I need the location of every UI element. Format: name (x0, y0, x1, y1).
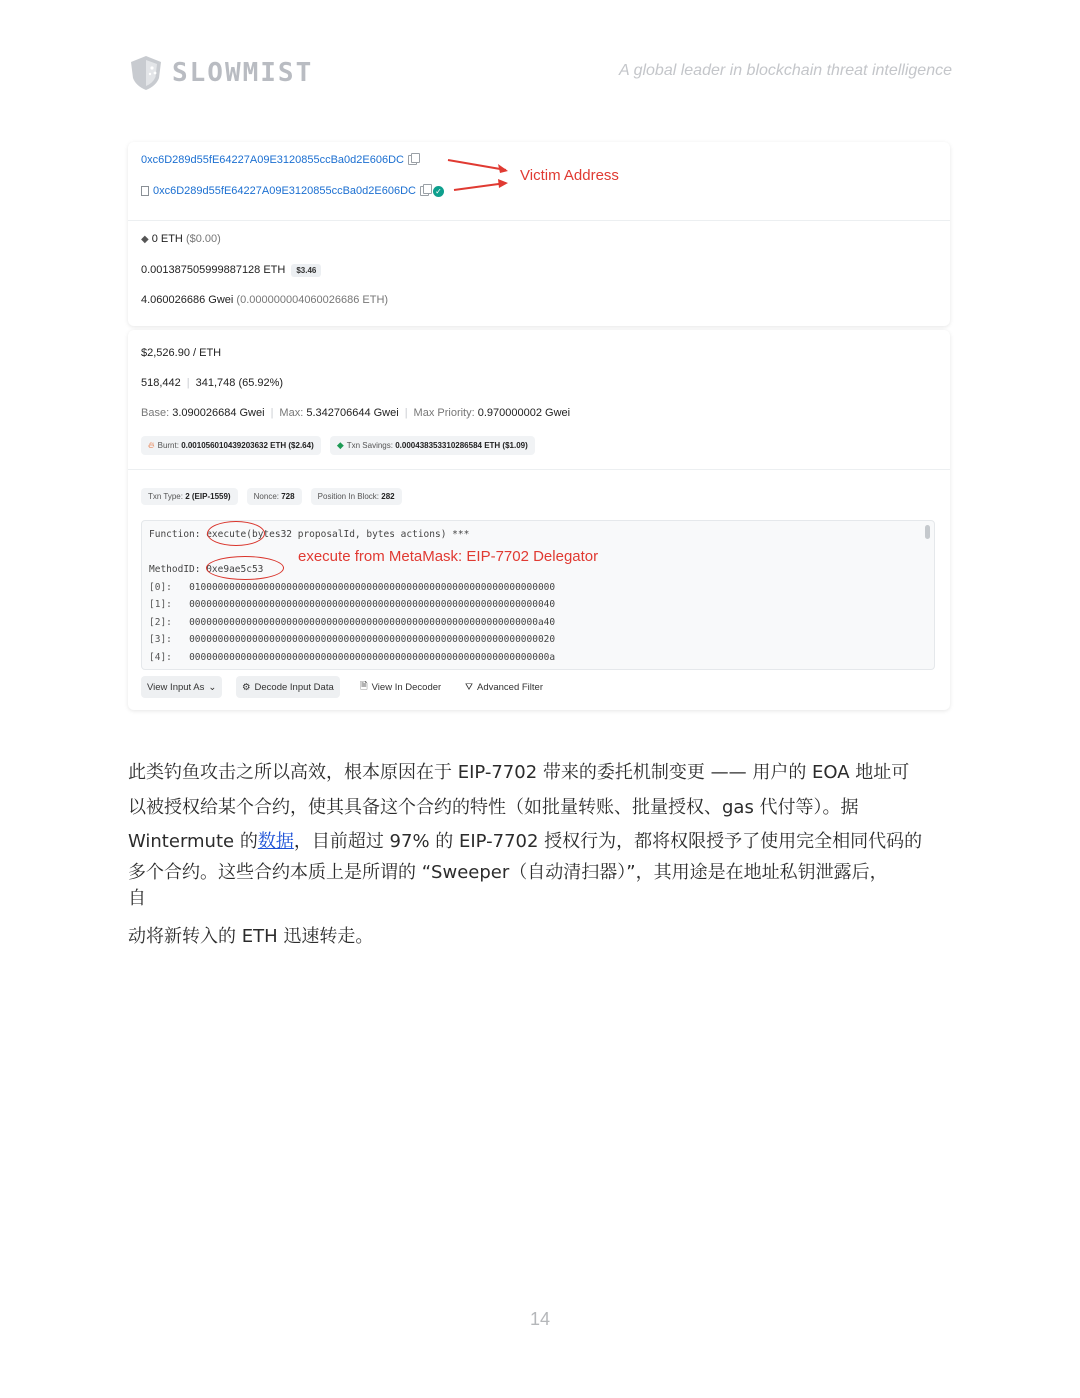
decode-icon: ⚙ (242, 681, 251, 693)
gas-price-eth: (0.000000004060026686 ETH) (236, 294, 389, 306)
method-id-highlight-circle (206, 556, 284, 580)
param-value: 0100000000000000000000000000000000000000000000000000000000000000 (189, 582, 556, 593)
method-id: 0xe9ae5c53 (206, 564, 264, 575)
function-signature (149, 529, 469, 540)
body-paragraph (128, 756, 956, 954)
gas-price: 4.060026686 Gwei (141, 294, 234, 306)
paragraph-line: 动将新转入的 ETH 迅速转走。 (128, 925, 374, 947)
fee-row (141, 264, 321, 277)
savings-value: 0.000438353310286584 ETH ($1.09) (395, 441, 528, 450)
position-value: 282 (381, 492, 395, 501)
paragraph-line: 此类钓鱼攻击之所以高效，根本原因在于 EIP-7702 带来的委托机制变更 —— 用户的 EOA 地址可 (128, 762, 910, 783)
param-index: [3]: (149, 634, 172, 645)
param-value: 0000000000000000000000000000000000000000000000000000000000000a40 (189, 617, 556, 628)
transaction-addresses-panel (128, 142, 950, 326)
param-line (149, 634, 555, 645)
base-label: Base: (141, 407, 170, 419)
function-args: (bytes32 proposalId, bytes actions) *** (246, 529, 470, 540)
leaf-icon: ◆ (336, 440, 344, 450)
logo-wordmark: SLOWMIST (172, 58, 314, 88)
txn-type-value: 2 (EIP-1559) (185, 492, 231, 501)
param-index: [0]: (149, 582, 172, 593)
gas-limit: 518,442 (141, 377, 181, 389)
fee-usd-badge: $3.46 (291, 264, 321, 277)
param-line (149, 599, 555, 610)
copy-icon[interactable] (420, 186, 429, 196)
from-address-row (141, 154, 417, 166)
victim-arrows (446, 156, 518, 194)
document-icon: 🗎︎ (360, 681, 368, 692)
position-in-block-pill (311, 488, 402, 505)
arrow-to-from-address (448, 160, 506, 170)
advanced-filter-button[interactable] (459, 676, 549, 698)
paragraph-line (128, 825, 956, 860)
to-address-row (141, 185, 444, 197)
param-index: [4]: (149, 652, 172, 663)
view-in-decoder-button[interactable] (354, 676, 447, 698)
max-label: Max: (279, 407, 304, 419)
value-amount: 0 ETH (151, 233, 183, 245)
burnt-value: 0.001056010439203632 ETH ($2.64) (181, 441, 314, 450)
data-link[interactable]: 数据 (257, 831, 294, 852)
max-priority-label: Max Priority: (413, 407, 475, 419)
arrow-to-to-address (454, 183, 506, 190)
victim-address-annotation: Victim Address (520, 167, 619, 184)
execute-highlight-circle (207, 521, 265, 546)
param-value: 0000000000000000000000000000000000000000000000000000000000000040 (189, 599, 556, 610)
paragraph-line: 以被授权给某个合约，使其具备这个合约的特性（如批量转账、批量授权、gas 代付等）。据 (128, 796, 859, 818)
fee-amount: 0.001387505999887128 ETH (141, 264, 286, 276)
view-input-as-button[interactable] (141, 676, 222, 698)
line-text: Wintermute 的 (128, 831, 258, 852)
to-address-link[interactable]: 0xc6D289d55fE64227A09E3120855ccBa0d2E606DC (153, 185, 416, 197)
arrow-head (498, 164, 508, 173)
ethereum-icon: ◆ (141, 234, 149, 245)
base-fee: 3.090026684 Gwei (172, 407, 265, 419)
decode-input-label: Decode Input Data (254, 681, 334, 693)
gas-fees-row: Base: 3.090026684 Gwei | Max: 5.342706644 Gwei | Max Priority: 0.970000002 Gwei (141, 407, 571, 419)
chevron-down-icon: ⌄ (208, 681, 217, 693)
divider (128, 469, 950, 470)
slowmist-logo (128, 54, 313, 92)
execute-annotation: execute from MetaMask: EIP-7702 Delegator (298, 548, 599, 565)
function-prefix: Function: (149, 529, 207, 540)
value-row (141, 233, 221, 245)
txn-type-pill (141, 488, 238, 505)
nonce-value: 728 (281, 492, 295, 501)
param-value: 0000000000000000000000000000000000000000000000000000000000000020 (189, 634, 556, 645)
gas-price-row (141, 294, 388, 306)
transaction-details-panel (128, 330, 950, 710)
view-input-as-label: View Input As (147, 681, 205, 693)
max-fee: 5.342706644 Gwei (306, 407, 399, 419)
arrow-head (498, 179, 508, 188)
method-prefix: MethodID: (149, 564, 207, 575)
param-index: [2]: (149, 617, 172, 628)
value-usd: ($0.00) (185, 233, 221, 245)
contract-icon (141, 186, 149, 196)
position-label: Position In Block: (317, 492, 380, 501)
burnt-savings-row (141, 436, 541, 455)
divider (128, 220, 950, 221)
paragraph-line: 自 (128, 887, 146, 909)
scrollbar[interactable] (925, 525, 930, 539)
param-value: 000000000000000000000000000000000000000000000000000000000000000a (189, 652, 556, 663)
txn-savings-pill (330, 436, 535, 455)
eth-price: $2,526.90 / ETH (141, 347, 222, 359)
advanced-filter-label: Advanced Filter (476, 681, 543, 693)
line-text: ，目前超过 97% 的 EIP-7702 授权行为，都将权限授予了使用完全相同代码的 (293, 831, 923, 852)
gas-used: 341,748 (65.92%) (195, 377, 284, 389)
filter-icon: ⛛ (465, 681, 473, 693)
paragraph-line: 多个合约。这些合约本质上是所谓的 “Sweeper（自动清扫器）”，其用途是在地址私钥泄露后， (128, 861, 888, 883)
function-name: execute (206, 529, 247, 540)
nonce-pill (247, 488, 302, 505)
decode-input-data-button[interactable] (236, 676, 340, 698)
param-line (149, 582, 555, 593)
from-address-link[interactable]: 0xc6D289d55fE64227A09E3120855ccBa0d2E606DC (141, 154, 404, 166)
param-line (149, 617, 555, 628)
verified-check-icon: ✓ (433, 186, 444, 197)
param-index: [1]: (149, 599, 172, 610)
txn-attributes-row (141, 488, 408, 505)
burnt-label: Burnt: (157, 441, 179, 450)
view-in-decoder-label: View In Decoder (371, 681, 442, 693)
input-data-box[interactable] (141, 520, 935, 670)
header-tagline: A global leader in blockchain threat intelligence (619, 62, 952, 79)
max-priority-fee: 0.970000002 Gwei (477, 407, 571, 419)
copy-icon[interactable] (408, 155, 417, 165)
gas-limit-usage-row: 518,442 | 341,748 (65.92%) (141, 377, 284, 389)
burnt-fees-pill (141, 436, 321, 455)
page-number: 14 (529, 1309, 551, 1329)
flame-icon: 🔥︎ (148, 440, 155, 450)
nonce-label: Nonce: (253, 492, 279, 501)
savings-label: Txn Savings: (346, 441, 393, 450)
slowmist-shield-icon (128, 54, 164, 92)
param-line (149, 652, 555, 663)
txn-type-label: Txn Type: (148, 492, 183, 501)
